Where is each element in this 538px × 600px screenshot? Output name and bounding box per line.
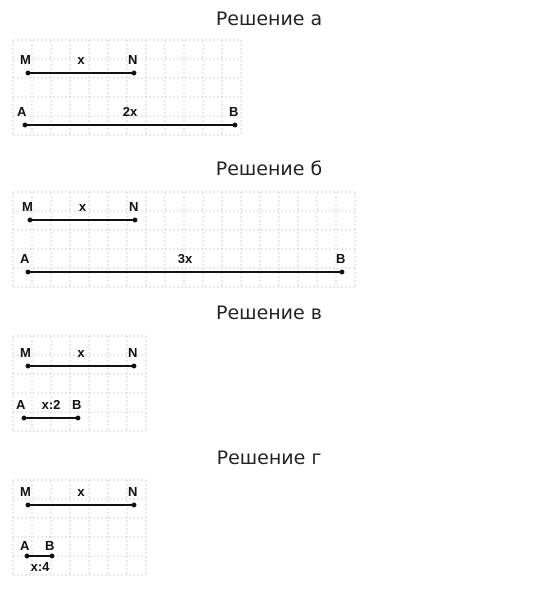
point-label-a: A	[16, 397, 26, 412]
segment-ab-start-point	[25, 554, 30, 559]
point-label-a: A	[20, 538, 30, 553]
panel-d-title: Решение г	[216, 447, 322, 469]
segment-ab-end-point	[50, 554, 55, 559]
point-label-b: B	[229, 104, 239, 119]
point-label-b: B	[336, 251, 346, 266]
point-label-n: N	[128, 345, 138, 360]
segment-mn-end-point	[132, 503, 137, 508]
panel-b-title: Решение б	[215, 158, 323, 180]
point-label-m: M	[20, 345, 31, 360]
length-label: 3x	[177, 251, 193, 266]
length-label: x	[77, 345, 85, 360]
length-label: x:2	[41, 397, 61, 412]
panel-c-title: Решение в	[216, 302, 322, 324]
point-label-a: A	[17, 104, 27, 119]
length-label: x:4	[30, 559, 50, 574]
length-label: x	[77, 484, 85, 499]
length-label: x	[77, 52, 85, 67]
point-label-n: N	[129, 199, 139, 214]
length-label: x	[78, 199, 87, 214]
point-label-m: M	[22, 199, 33, 214]
length-label: 2x	[122, 104, 138, 119]
point-label-b: B	[45, 538, 55, 553]
point-label-m: M	[20, 484, 31, 499]
point-label-m: M	[20, 52, 31, 67]
panel-a-title: Решение а	[215, 8, 323, 30]
point-label-a: A	[20, 251, 30, 266]
point-label-n: N	[128, 52, 138, 67]
point-label-n: N	[128, 484, 138, 499]
point-label-b: B	[72, 397, 82, 412]
segment-mn-start-point	[26, 503, 31, 508]
